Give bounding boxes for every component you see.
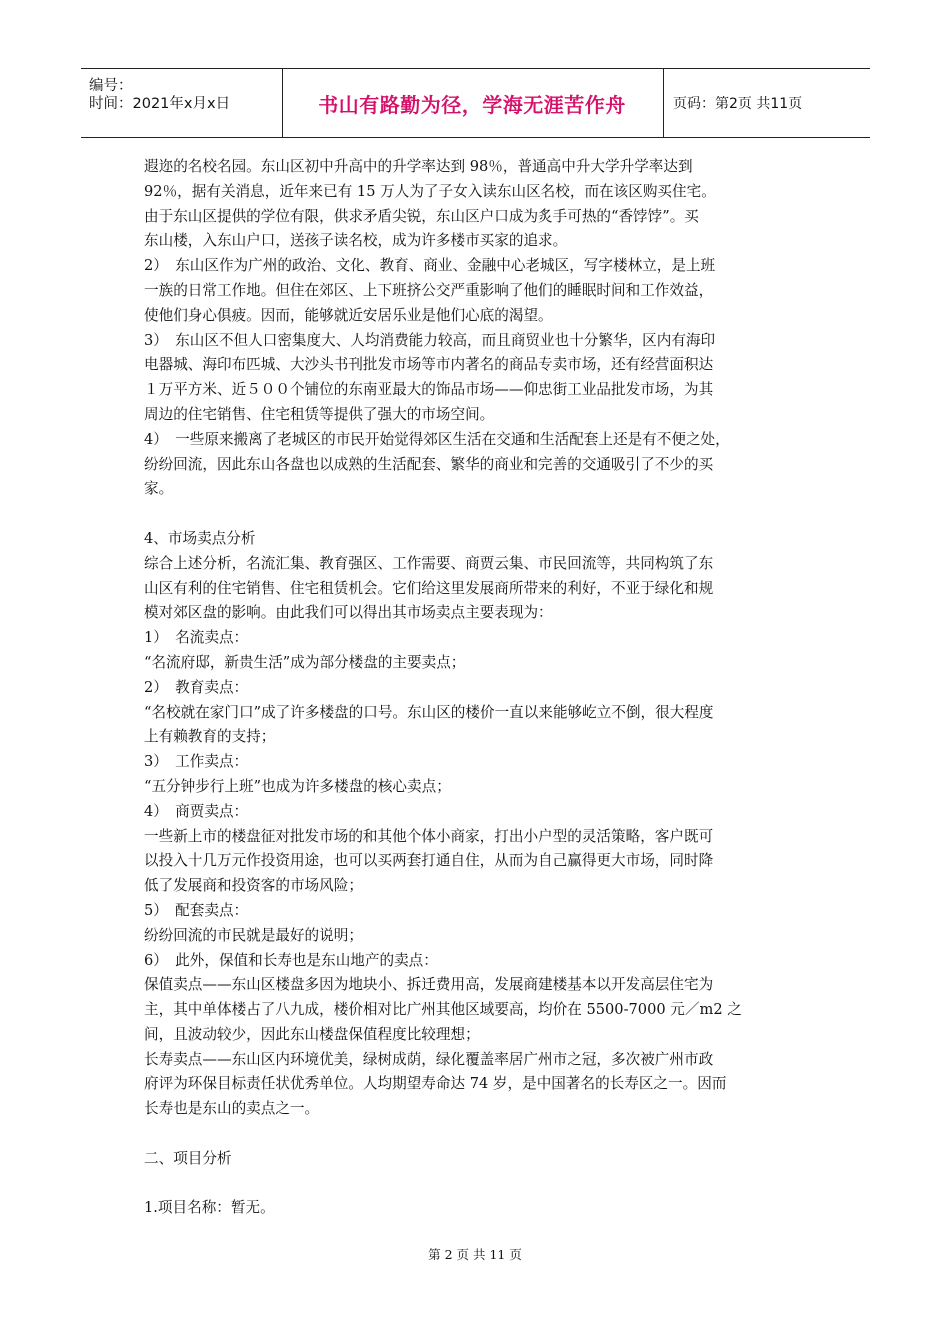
text-line: 低了发展商和投资客的市场风险；: [144, 877, 363, 895]
text-line: 山区有利的住宅销售、住宅租赁机会。它们给这里发展商所带来的利好，不亚于绿化和规: [144, 579, 714, 597]
text-line: 保值卖点——东山区楼盘多因为地块小、拆迁费用高，发展商建楼基本以开发高层住宅为: [144, 976, 714, 994]
text-line: 6） 此外，保值和长寿也是东山地产的卖点：: [144, 951, 438, 969]
header-meta: [81, 69, 282, 137]
text-line: 4、市场卖点分析: [144, 529, 256, 547]
blank-line: [144, 1172, 812, 1197]
text-line: 使他们身心俱疲。因而，能够就近安居乐业是他们心底的渴望。: [144, 306, 553, 324]
text-line: 5） 配套卖点：: [144, 901, 249, 919]
text-line: 周边的住宅销售、住宅租赁等提供了强大的市场空间。: [144, 405, 495, 423]
text-line: 上有赖教育的支持；: [144, 728, 276, 746]
document-body: [144, 155, 812, 1221]
text-line: 电器城、海印布匹城、大沙头书刊批发市场等市内著名的商品专卖市场，还有经营面积达: [144, 356, 714, 374]
text-line: “五分钟步行上班”也成为许多楼盘的核心卖点；: [144, 777, 451, 795]
text-line: 92％，据有关消息，近年来已有 15 万人为了子女入读东山区名校，而在该区购买住宅。: [144, 182, 716, 200]
text-line: 一些新上市的楼盘征对批发市场的和其他个体小商家，打出小户型的灵活策略，客户既可: [144, 827, 714, 845]
text-line: 一族的日常工作地。但住在郊区、上下班挤公交严重影响了他们的睡眠时间和工作效益，: [144, 281, 714, 299]
document-number-label: 编号：: [89, 78, 133, 94]
text-line: 4） 商贾卖点：: [144, 802, 249, 820]
page-footer: 第 2 页 共 11 页: [428, 1247, 522, 1262]
text-line: 二、项目分析: [144, 1149, 232, 1167]
text-line: 4） 一些原来搬离了老城区的市民开始觉得郊区生活在交通和生活配套上还是有不便之处，: [144, 430, 730, 448]
text-line: “名校就在家门口”成了许多楼盘的口号。东山区的楼价一直以来能够屹立不倒，很大程度: [144, 703, 714, 721]
text-line: 综合上述分析，名流汇集、教育强区、工作需要、商贾云集、市民回流等，共同构筑了东: [144, 554, 714, 572]
text-line: 模对郊区盘的影响。由此我们可以得出其市场卖点主要表现为：: [144, 604, 553, 622]
text-line: 纷纷回流的市民就是最好的说明；: [144, 926, 363, 944]
text-line: 由于东山区提供的学位有限，供求矛盾尖锐，东山区户口成为炙手可热的“香饽饽”。买: [144, 207, 699, 225]
page-header: [81, 68, 870, 138]
text-line: “名流府邸，新贵生活”成为部分楼盘的主要卖点；: [144, 653, 466, 671]
text-line: 1.项目名称：暂无。: [144, 1199, 275, 1217]
header-motto: 书山有路勤为径，学海无涯苦作舟: [318, 92, 626, 117]
text-line: 2） 教育卖点：: [144, 678, 249, 696]
blank-line: [144, 1122, 812, 1147]
text-line: 纷纷回流，因此东山各盘也以成熟的生活配套、繁华的商业和完善的交通吸引了不少的买: [144, 455, 714, 473]
header-divider: [282, 69, 283, 137]
text-line: 2） 东山区作为广州的政治、文化、教育、商业、金融中心老城区，写字楼林立，是上班: [144, 257, 716, 275]
text-line: 长寿也是东山的卖点之一。: [144, 1100, 320, 1118]
text-line: 主，其中单体楼占了八九成，楼价相对比广州其他区域要高，均价在 5500-7000 元／m2 之: [144, 1001, 742, 1019]
document-date: 时间：2021年x月x日: [89, 96, 231, 112]
text-line: 长寿卖点——东山区内环境优美，绿树成荫，绿化覆盖率居广州市之冠，多次被广州市政: [144, 1050, 714, 1068]
text-line: 家。: [144, 480, 174, 498]
text-line: 东山楼，入东山户口，送孩子读名校，成为许多楼市买家的追求。: [144, 232, 568, 250]
text-line: 以投入十几万元作投资用途，也可以买两套打通自住，从而为自己赢得更大市场，同时降: [144, 852, 714, 870]
header-page-info: 页码：第2页 共11页: [673, 96, 803, 112]
text-line: 遐迩的名校名园。东山区初中升高中的升学率达到 98％，普通高中升大学升学率达到: [144, 158, 693, 175]
text-line: 1） 名流卖点：: [144, 629, 249, 647]
header-divider: [663, 69, 664, 137]
text-line: 府评为环保目标责任状优秀单位。人均期望寿命达 74 岁，是中国著名的长寿区之一。因而: [144, 1075, 727, 1093]
text-line: １万平方米、近５００个铺位的东南亚最大的饰品市场——仰忠街工业品批发市场，为其: [144, 381, 714, 399]
text-line: 间，且波动较少，因此东山楼盘保值程度比较理想；: [144, 1025, 480, 1043]
text-line: 3） 东山区不但人口密集度大、人均消费能力较高，而且商贸业也十分繁华，区内有海印: [144, 331, 716, 349]
blank-line: [144, 502, 812, 527]
text-line: 3） 工作卖点：: [144, 753, 249, 771]
